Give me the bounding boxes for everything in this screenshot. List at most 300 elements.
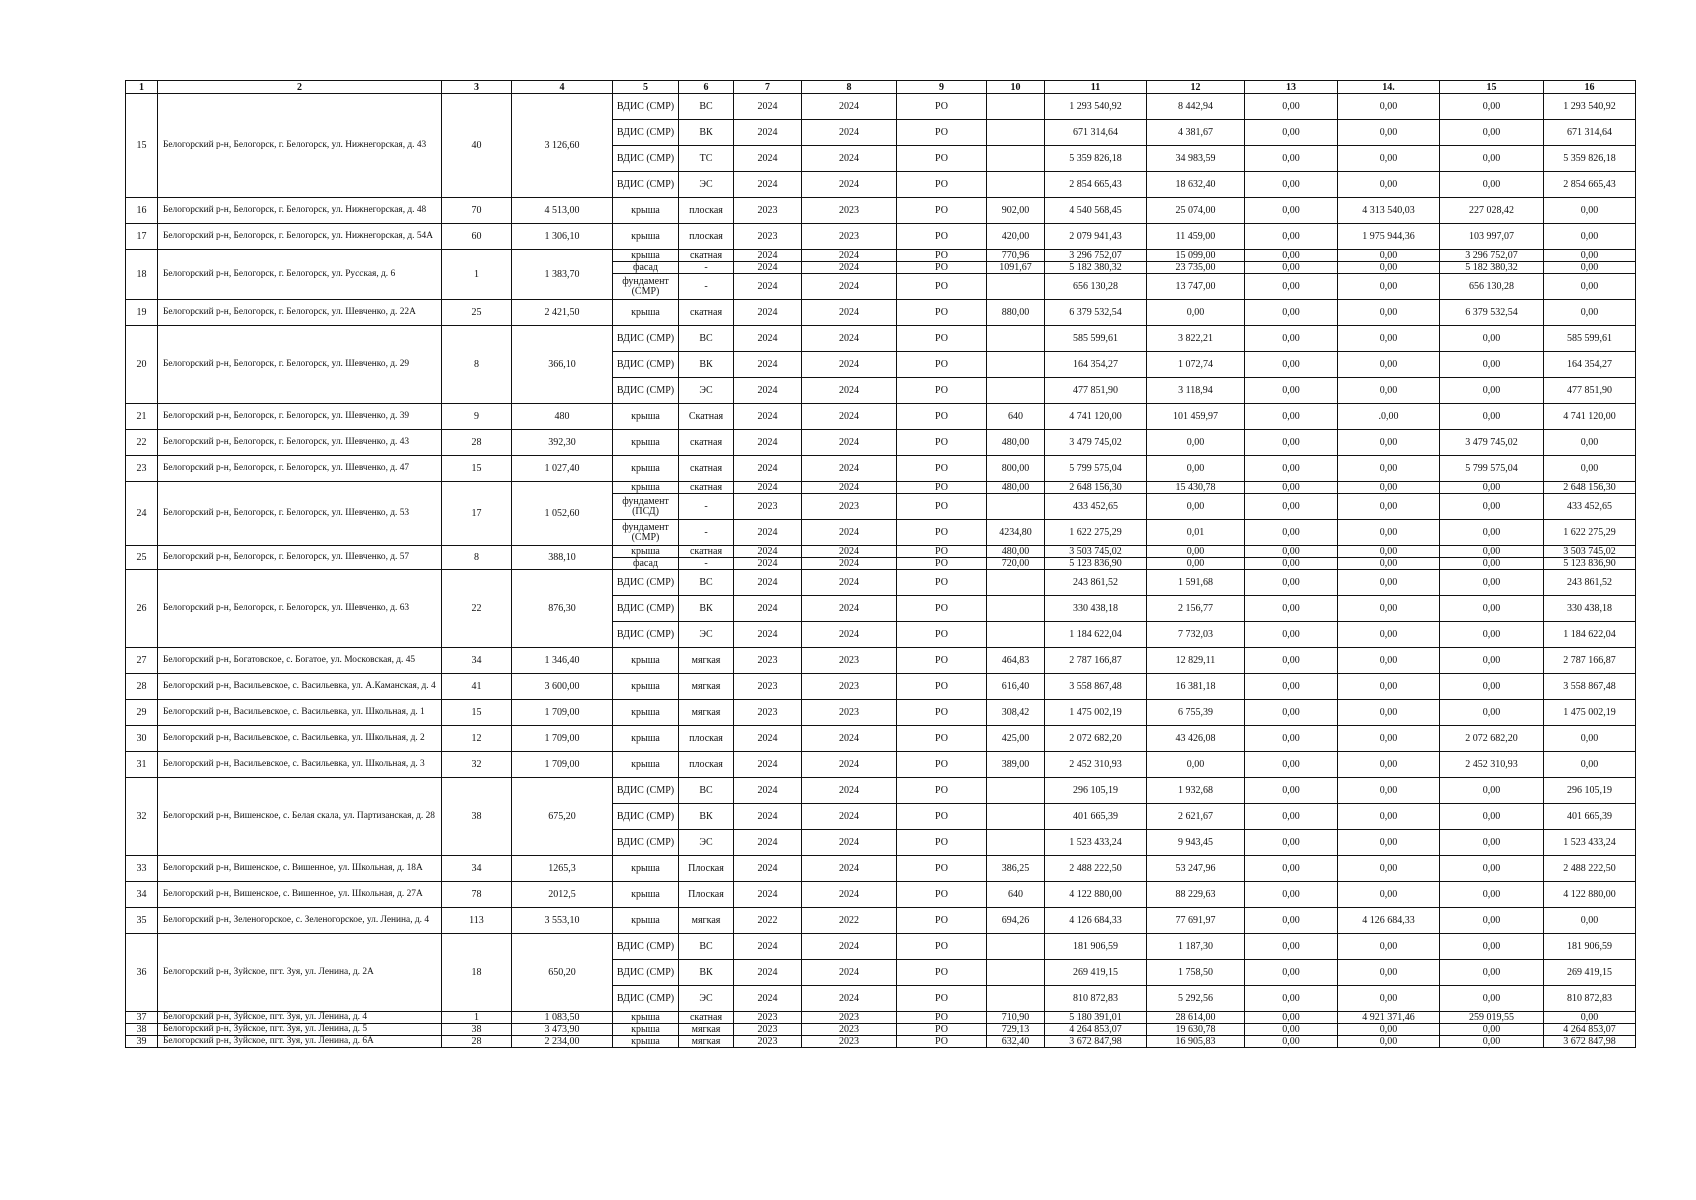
cost-col15-cell: 6 379 532,54 [1440,300,1544,326]
volume-cell [987,378,1045,404]
cost-col15-cell: 227 028,42 [1440,198,1544,224]
year-plan-cell: 2023 [734,1036,802,1048]
volume-cell: 710,90 [987,1012,1045,1024]
volume-cell: 308,42 [987,700,1045,726]
address-cell: Белогорский р-н, Белогорск, г. Белогорск, ул. Нижнегорская, д. 48 [158,198,442,224]
total-cost-cell: 5 182 380,32 [1045,262,1147,274]
table-row [126,674,1636,700]
total-cost-cell: 5 123 836,90 [1045,558,1147,570]
repair-schedule-table [125,80,1636,1048]
cost-col13-cell: 0,00 [1245,908,1338,934]
address-cell: Белогорский р-н, Зуйское, пгт. Зуя, ул. Ленина, д. 5 [158,1024,442,1036]
cost-col14-cell: 0,00 [1338,778,1440,804]
year-plan-cell: 2023 [734,198,802,224]
address-cell: Белогорский р-н, Васильевское, с. Васильевка, ул. Школьная, д. 3 [158,752,442,778]
executor-cell: РО [897,1024,987,1036]
cost-col12-cell: 28 614,00 [1147,1012,1245,1024]
cost-col12-cell: 2 621,67 [1147,804,1245,830]
residents-cell: 9 [442,404,512,430]
cost-col12-cell: 6 755,39 [1147,700,1245,726]
cost-col16-cell: 3 503 745,02 [1544,546,1636,558]
volume-cell: 902,00 [987,198,1045,224]
cost-col14-cell: 0,00 [1338,1024,1440,1036]
executor-cell: РО [897,1012,987,1024]
cost-col14-cell: 4 921 371,46 [1338,1012,1440,1024]
volume-cell [987,352,1045,378]
year-fact-cell: 2024 [802,352,897,378]
year-fact-cell: 2024 [802,250,897,262]
cost-col14-cell: 0,00 [1338,596,1440,622]
work-subtype-cell: мягкая [679,674,734,700]
volume-cell: 640 [987,882,1045,908]
year-plan-cell: 2023 [734,224,802,250]
cost-col13-cell: 0,00 [1245,520,1338,546]
cost-col16-cell: 164 354,27 [1544,352,1636,378]
cost-col14-cell: 0,00 [1338,856,1440,882]
total-cost-cell: 181 906,59 [1045,934,1147,960]
cost-col12-cell: 16 905,83 [1147,1036,1245,1048]
cost-col15-cell: 0,00 [1440,882,1544,908]
cost-col16-cell: 0,00 [1544,274,1636,300]
cost-col12-cell: 19 630,78 [1147,1024,1245,1036]
residents-cell: 38 [442,778,512,856]
residents-cell: 1 [442,1012,512,1024]
cost-col13-cell: 0,00 [1245,198,1338,224]
volume-cell: 480,00 [987,430,1045,456]
cost-col12-cell: 88 229,63 [1147,882,1245,908]
area-cell: 2012,5 [512,882,613,908]
executor-cell: РО [897,804,987,830]
cost-col15-cell: 0,00 [1440,700,1544,726]
total-cost-cell: 296 105,19 [1045,778,1147,804]
residents-cell: 34 [442,856,512,882]
row-number-cell: 17 [126,224,158,250]
cost-col16-cell: 0,00 [1544,198,1636,224]
cost-col12-cell: 0,00 [1147,558,1245,570]
total-cost-cell: 1 622 275,29 [1045,520,1147,546]
work-type-cell: ВДИС (СМР) [613,778,679,804]
cost-col12-cell: 1 187,30 [1147,934,1245,960]
cost-col12-cell: 1 072,74 [1147,352,1245,378]
row-number-cell: 21 [126,404,158,430]
year-fact-cell: 2024 [802,546,897,558]
year-fact-cell: 2024 [802,856,897,882]
residents-cell: 113 [442,908,512,934]
work-type-cell: фундамент (ПСД) [613,494,679,520]
work-type-cell: крыша [613,1024,679,1036]
cost-col13-cell: 0,00 [1245,986,1338,1012]
table-row [126,648,1636,674]
volume-cell [987,94,1045,120]
cost-col15-cell: 0,00 [1440,674,1544,700]
cost-col13-cell: 0,00 [1245,300,1338,326]
year-fact-cell: 2024 [802,778,897,804]
year-fact-cell: 2024 [802,986,897,1012]
residents-cell: 28 [442,1036,512,1048]
cost-col12-cell: 0,00 [1147,456,1245,482]
cost-col15-cell: 0,00 [1440,94,1544,120]
cost-col12-cell: 0,00 [1147,752,1245,778]
total-cost-cell: 810 872,83 [1045,986,1147,1012]
work-subtype-cell: мягкая [679,1036,734,1048]
cost-col13-cell: 0,00 [1245,622,1338,648]
row-number-cell: 31 [126,752,158,778]
year-fact-cell: 2023 [802,198,897,224]
executor-cell: РО [897,986,987,1012]
cost-col13-cell: 0,00 [1245,120,1338,146]
column-number-header: 6 [679,81,734,94]
year-plan-cell: 2024 [734,622,802,648]
address-cell: Белогорский р-н, Васильевское, с. Васильевка, ул. Школьная, д. 2 [158,726,442,752]
total-cost-cell: 3 503 745,02 [1045,546,1147,558]
work-subtype-cell: ВС [679,934,734,960]
volume-cell [987,494,1045,520]
total-cost-cell: 585 599,61 [1045,326,1147,352]
cost-col14-cell: 0,00 [1338,352,1440,378]
volume-cell [987,622,1045,648]
executor-cell: РО [897,94,987,120]
table-row [126,300,1636,326]
cost-col13-cell: 0,00 [1245,570,1338,596]
executor-cell: РО [897,326,987,352]
residents-cell: 12 [442,726,512,752]
row-number-cell: 22 [126,430,158,456]
year-fact-cell: 2024 [802,558,897,570]
executor-cell: РО [897,1036,987,1048]
address-cell: Белогорский р-н, Богатовское, с. Богатое, ул. Московская, д. 45 [158,648,442,674]
volume-cell [987,934,1045,960]
cost-col15-cell: 0,00 [1440,482,1544,494]
year-plan-cell: 2023 [734,1012,802,1024]
cost-col15-cell: 0,00 [1440,804,1544,830]
column-number-header: 1 [126,81,158,94]
work-subtype-cell: Скатная [679,404,734,430]
table-row [126,198,1636,224]
cost-col15-cell: 0,00 [1440,596,1544,622]
table-row [126,856,1636,882]
executor-cell: РО [897,300,987,326]
work-type-cell: ВДИС (СМР) [613,986,679,1012]
column-number-header: 10 [987,81,1045,94]
row-number-cell: 34 [126,882,158,908]
work-subtype-cell: ВК [679,352,734,378]
work-type-cell: крыша [613,856,679,882]
cost-col15-cell: 5 182 380,32 [1440,262,1544,274]
address-cell: Белогорский р-н, Зеленогорское, с. Зеленогорское, ул. Ленина, д. 4 [158,908,442,934]
row-number-cell: 33 [126,856,158,882]
year-fact-cell: 2024 [802,172,897,198]
year-fact-cell: 2024 [802,120,897,146]
work-subtype-cell: Плоская [679,856,734,882]
area-cell: 2 421,50 [512,300,613,326]
year-plan-cell: 2024 [734,778,802,804]
table-row [126,224,1636,250]
work-subtype-cell: ВС [679,570,734,596]
executor-cell: РО [897,274,987,300]
total-cost-cell: 243 861,52 [1045,570,1147,596]
column-number-header: 14. [1338,81,1440,94]
residents-cell: 41 [442,674,512,700]
area-cell: 1 346,40 [512,648,613,674]
executor-cell: РО [897,558,987,570]
cost-col13-cell: 0,00 [1245,1036,1338,1048]
work-type-cell: ВДИС (СМР) [613,960,679,986]
work-subtype-cell: скатная [679,1012,734,1024]
volume-cell: 694,26 [987,908,1045,934]
table-row [126,700,1636,726]
year-fact-cell: 2024 [802,726,897,752]
cost-col13-cell: 0,00 [1245,172,1338,198]
cost-col12-cell: 1 591,68 [1147,570,1245,596]
residents-cell: 25 [442,300,512,326]
address-cell: Белогорский р-н, Белогорск, г. Белогорск, ул. Нижнегорская, д. 54А [158,224,442,250]
work-subtype-cell: ТС [679,146,734,172]
column-number-header: 15 [1440,81,1544,94]
total-cost-cell: 4 264 853,07 [1045,1024,1147,1036]
cost-col13-cell: 0,00 [1245,456,1338,482]
year-plan-cell: 2024 [734,934,802,960]
cost-col15-cell: 3 296 752,07 [1440,250,1544,262]
area-cell: 3 600,00 [512,674,613,700]
cost-col12-cell: 53 247,96 [1147,856,1245,882]
cost-col16-cell: 585 599,61 [1544,326,1636,352]
address-cell: Белогорский р-н, Белогорск, г. Белогорск, ул. Шевченко, д. 39 [158,404,442,430]
volume-cell: 720,00 [987,558,1045,570]
work-type-cell: крыша [613,882,679,908]
executor-cell: РО [897,856,987,882]
year-plan-cell: 2024 [734,482,802,494]
executor-cell: РО [897,146,987,172]
row-number-cell: 35 [126,908,158,934]
work-subtype-cell: ЭС [679,172,734,198]
work-type-cell: крыша [613,752,679,778]
residents-cell: 15 [442,456,512,482]
total-cost-cell: 2 079 941,43 [1045,224,1147,250]
column-number-header: 2 [158,81,442,94]
volume-cell: 425,00 [987,726,1045,752]
cost-col14-cell: 0,00 [1338,378,1440,404]
volume-cell: 480,00 [987,546,1045,558]
executor-cell: РО [897,778,987,804]
cost-col14-cell: 0,00 [1338,430,1440,456]
cost-col13-cell: 0,00 [1245,648,1338,674]
area-cell: 1 709,00 [512,726,613,752]
cost-col13-cell: 0,00 [1245,674,1338,700]
year-fact-cell: 2023 [802,1036,897,1048]
volume-cell: 4234,80 [987,520,1045,546]
cost-col16-cell: 269 419,15 [1544,960,1636,986]
year-plan-cell: 2024 [734,274,802,300]
cost-col15-cell: 0,00 [1440,1024,1544,1036]
cost-col14-cell: 0,00 [1338,482,1440,494]
cost-col16-cell: 0,00 [1544,726,1636,752]
column-number-header: 11 [1045,81,1147,94]
year-fact-cell: 2024 [802,520,897,546]
year-fact-cell: 2023 [802,648,897,674]
cost-col14-cell: 0,00 [1338,300,1440,326]
cost-col12-cell: 101 459,97 [1147,404,1245,430]
cost-col16-cell: 1 184 622,04 [1544,622,1636,648]
work-subtype-cell: - [679,274,734,300]
cost-col16-cell: 477 851,90 [1544,378,1636,404]
work-subtype-cell: скатная [679,250,734,262]
residents-cell: 18 [442,934,512,1012]
volume-cell [987,778,1045,804]
cost-col13-cell: 0,00 [1245,1024,1338,1036]
cost-col13-cell: 0,00 [1245,752,1338,778]
address-cell: Белогорский р-н, Зуйское, пгт. Зуя, ул. Ленина, д. 4 [158,1012,442,1024]
executor-cell: РО [897,198,987,224]
work-type-cell: ВДИС (СМР) [613,146,679,172]
year-fact-cell: 2024 [802,596,897,622]
residents-cell: 1 [442,250,512,300]
work-subtype-cell: плоская [679,752,734,778]
cost-col14-cell: 0,00 [1338,520,1440,546]
year-fact-cell: 2024 [802,934,897,960]
cost-col12-cell: 9 943,45 [1147,830,1245,856]
cost-col15-cell: 259 019,55 [1440,1012,1544,1024]
table-row [126,726,1636,752]
cost-col14-cell: 0,00 [1338,172,1440,198]
cost-col15-cell: 103 997,07 [1440,224,1544,250]
year-fact-cell: 2024 [802,94,897,120]
executor-cell: РО [897,352,987,378]
row-number-cell: 26 [126,570,158,648]
total-cost-cell: 2 072 682,20 [1045,726,1147,752]
executor-cell: РО [897,960,987,986]
year-fact-cell: 2024 [802,482,897,494]
cost-col12-cell: 0,01 [1147,520,1245,546]
cost-col15-cell: 0,00 [1440,146,1544,172]
executor-cell: РО [897,622,987,648]
cost-col12-cell: 0,00 [1147,546,1245,558]
work-subtype-cell: скатная [679,300,734,326]
cost-col16-cell: 0,00 [1544,752,1636,778]
cost-col12-cell: 3 822,21 [1147,326,1245,352]
table-row [126,778,1636,804]
cost-col13-cell: 0,00 [1245,482,1338,494]
address-cell: Белогорский р-н, Зуйское, пгт. Зуя, ул. Ленина, д. 6А [158,1036,442,1048]
cost-col13-cell: 0,00 [1245,856,1338,882]
row-number-cell: 23 [126,456,158,482]
address-cell: Белогорский р-н, Вишенское, с. Вишенное, ул. Школьная, д. 18А [158,856,442,882]
row-number-cell: 20 [126,326,158,404]
total-cost-cell: 1 293 540,92 [1045,94,1147,120]
work-subtype-cell: ВК [679,960,734,986]
table-row [126,430,1636,456]
executor-cell: РО [897,120,987,146]
work-subtype-cell: ВК [679,804,734,830]
cost-col12-cell: 25 074,00 [1147,198,1245,224]
year-plan-cell: 2023 [734,1024,802,1036]
year-fact-cell: 2024 [802,830,897,856]
cost-col12-cell: 0,00 [1147,300,1245,326]
residents-cell: 28 [442,430,512,456]
cost-col15-cell: 0,00 [1440,404,1544,430]
residents-cell: 32 [442,752,512,778]
cost-col16-cell: 5 123 836,90 [1544,558,1636,570]
executor-cell: РО [897,224,987,250]
work-type-cell: крыша [613,546,679,558]
area-cell: 392,30 [512,430,613,456]
year-fact-cell: 2024 [802,882,897,908]
row-number-cell: 36 [126,934,158,1012]
work-type-cell: крыша [613,1036,679,1048]
cost-col16-cell: 0,00 [1544,250,1636,262]
address-cell: Белогорский р-н, Белогорск, г. Белогорск, ул. Шевченко, д. 29 [158,326,442,404]
cost-col15-cell: 0,00 [1440,908,1544,934]
area-cell: 4 513,00 [512,198,613,224]
table-row [126,882,1636,908]
executor-cell: РО [897,250,987,262]
cost-col14-cell: 0,00 [1338,146,1440,172]
cost-col13-cell: 0,00 [1245,830,1338,856]
work-type-cell: крыша [613,198,679,224]
cost-col12-cell: 23 735,00 [1147,262,1245,274]
work-subtype-cell: ВК [679,120,734,146]
residents-cell: 34 [442,648,512,674]
residents-cell: 38 [442,1024,512,1036]
work-type-cell: крыша [613,250,679,262]
year-plan-cell: 2024 [734,986,802,1012]
cost-col13-cell: 0,00 [1245,94,1338,120]
cost-col14-cell: 4 313 540,03 [1338,198,1440,224]
table-row [126,250,1636,262]
cost-col15-cell: 0,00 [1440,172,1544,198]
total-cost-cell: 2 488 222,50 [1045,856,1147,882]
volume-cell: 480,00 [987,482,1045,494]
table-row [126,752,1636,778]
cost-col13-cell: 0,00 [1245,726,1338,752]
cost-col13-cell: 0,00 [1245,378,1338,404]
total-cost-cell: 3 296 752,07 [1045,250,1147,262]
cost-col16-cell: 4 122 880,00 [1544,882,1636,908]
cost-col12-cell: 15 099,00 [1147,250,1245,262]
address-cell: Белогорский р-н, Васильевское, с. Васильевка, ул. А.Каманская, д. 4 [158,674,442,700]
executor-cell: РО [897,378,987,404]
total-cost-cell: 5 799 575,04 [1045,456,1147,482]
cost-col15-cell: 0,00 [1440,622,1544,648]
row-number-cell: 16 [126,198,158,224]
work-type-cell: ВДИС (СМР) [613,622,679,648]
cost-col16-cell: 243 861,52 [1544,570,1636,596]
row-number-cell: 38 [126,1024,158,1036]
work-subtype-cell: плоская [679,198,734,224]
cost-col14-cell: 0,00 [1338,726,1440,752]
cost-col14-cell: 0,00 [1338,274,1440,300]
cost-col15-cell: 0,00 [1440,352,1544,378]
work-subtype-cell: мягкая [679,648,734,674]
cost-col16-cell: 3 558 867,48 [1544,674,1636,700]
total-cost-cell: 2 648 156,30 [1045,482,1147,494]
cost-col16-cell: 2 787 166,87 [1544,648,1636,674]
cost-col14-cell: 0,00 [1338,94,1440,120]
cost-col15-cell: 0,00 [1440,558,1544,570]
work-type-cell: крыша [613,700,679,726]
total-cost-cell: 164 354,27 [1045,352,1147,378]
total-cost-cell: 330 438,18 [1045,596,1147,622]
cost-col13-cell: 0,00 [1245,352,1338,378]
area-cell: 1 709,00 [512,752,613,778]
year-plan-cell: 2024 [734,146,802,172]
cost-col16-cell: 0,00 [1544,224,1636,250]
cost-col15-cell: 0,00 [1440,986,1544,1012]
row-number-cell: 19 [126,300,158,326]
year-plan-cell: 2024 [734,882,802,908]
total-cost-cell: 5 359 826,18 [1045,146,1147,172]
year-fact-cell: 2024 [802,456,897,482]
work-type-cell: ВДИС (СМР) [613,172,679,198]
